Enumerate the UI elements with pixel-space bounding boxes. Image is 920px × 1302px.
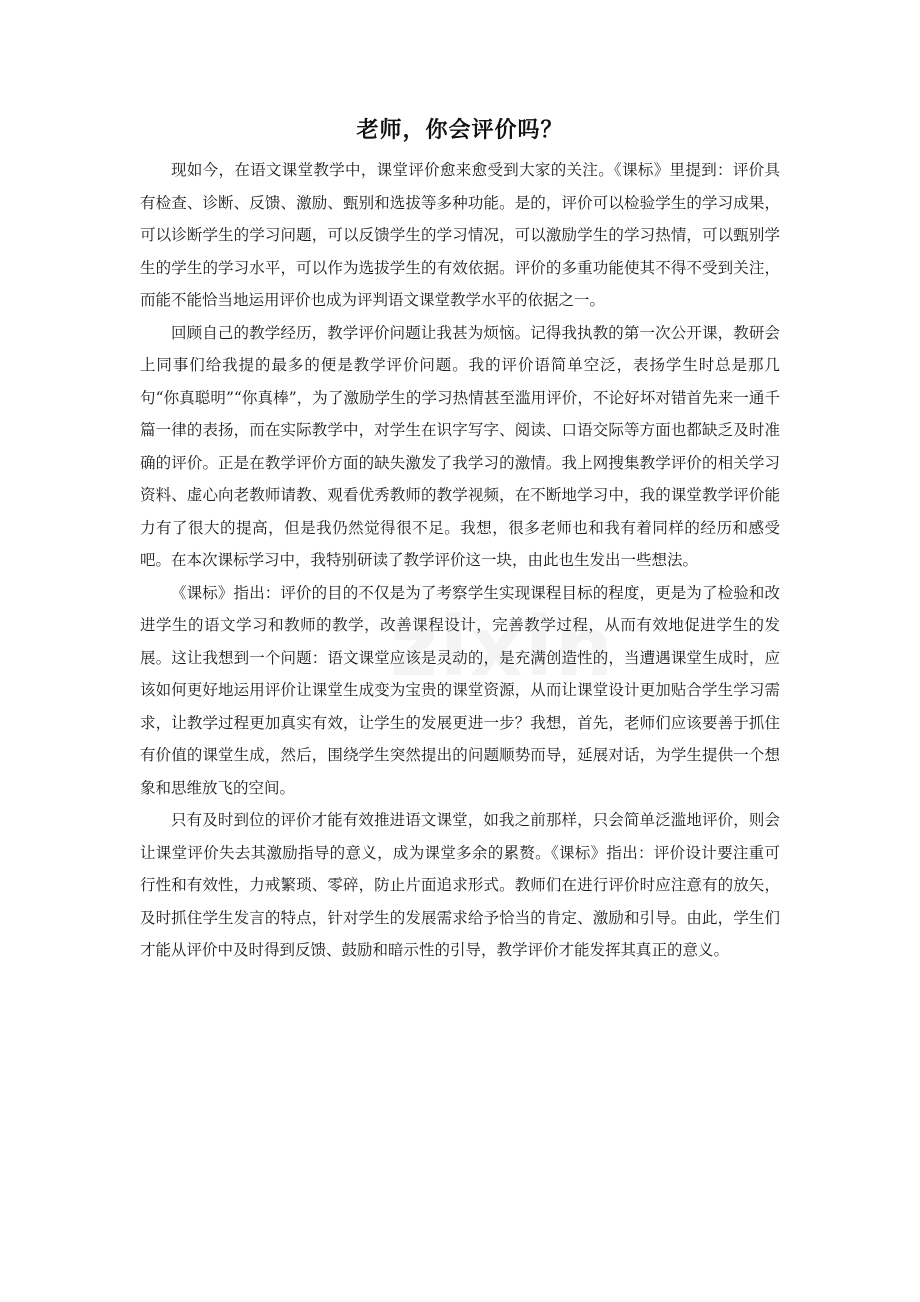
paragraph-2: 回顾自己的教学经历，教学评价问题让我甚为烦恼。记得我执教的第一次公开课，教研会上同事们给我提的最多的便是教学评价问题。我的评价语简单空泛，表扬学生时总是那几句“你真聪明”“你真棒”，为了激励学生的学习热情甚至滥用评价，不论好坏对错首先来一通千篇一律的表扬，而在实际教学中，对学生在识字写字、阅读、口语交际等方面也都缺乏及时准确的评价。正是在教学评价方面的缺失激发了我学习的激情。我上网搜集教学评价的相关学习资料、虚心向老教师请教、观看优秀教师的教学视频，在不断地学习中，我的课堂教学评价能力有了很大的提高，但是我仍然觉得很不足。我想，很多老师也和我有着同样的经历和感受吧。在本次课标学习中，我特别研读了教学评价这一块，由此也生发出一些想法。	[140, 323, 780, 569]
paragraph-4: 只有及时到位的评价才能有效推进语文课堂，如我之前那样，只会简单泛滥地评价，则会让课堂评价失去其激励指导的意义，成为课堂多余的累赘。《课标》指出：评价设计要注重可行性和有效性，力戒繁琐、零碎，防止片面追求形式。教师们在进行评价时应注意有的放矢，及时抓住学生发言的特点，针对学生的发展需求给予恰当的肯定、激励和引导。由此，学生们才能从评价中及时得到反馈、鼓励和暗示性的引导，教学评价才能发挥其真正的意义。	[140, 811, 780, 959]
document-title: 老师，你会评价吗？	[356, 117, 564, 143]
document-body	[140, 154, 780, 967]
paragraph-3: 《课标》指出：评价的目的不仅是为了考察学生实现课程目标的程度，更是为了检验和改进学生的语文学习和教师的教学，改善课程设计，完善教学过程，从而有效地促进学生的发展。这让我想到一个问题：语文课堂应该是灵动的，是充满创造性的，当遭遇课堂生成时，应该如何更好地运用评价让课堂生成变为宝贵的课堂资源，从而让课堂设计更加贴合学生学习需求，让教学过程更加真实有效，让学生的发展更进一步？我想，首先，老师们应该要善于抓住有价值的课堂生成，然后，围绕学生突然提出的问题顺势而导，延展对话，为学生提供一个想象和思维放飞的空间。	[140, 583, 780, 797]
paragraph-1: 现如今，在语文课堂教学中，课堂评价愈来愈受到大家的关注。《课标》里提到：评价具有检查、诊断、反馈、激励、甄别和选拔等多种功能。是的，评价可以检验学生的学习成果，可以诊断学生的学习问题，可以反馈学生的学习情况，可以激励学生的学习热情，可以甄别学生的学生的学习水平，可以作为选拔学生的有效依据。评价的多重功能使其不得不受到关注，而能不能恰当地运用评价也成为评判语文课堂教学水平的依据之一。	[140, 161, 780, 309]
